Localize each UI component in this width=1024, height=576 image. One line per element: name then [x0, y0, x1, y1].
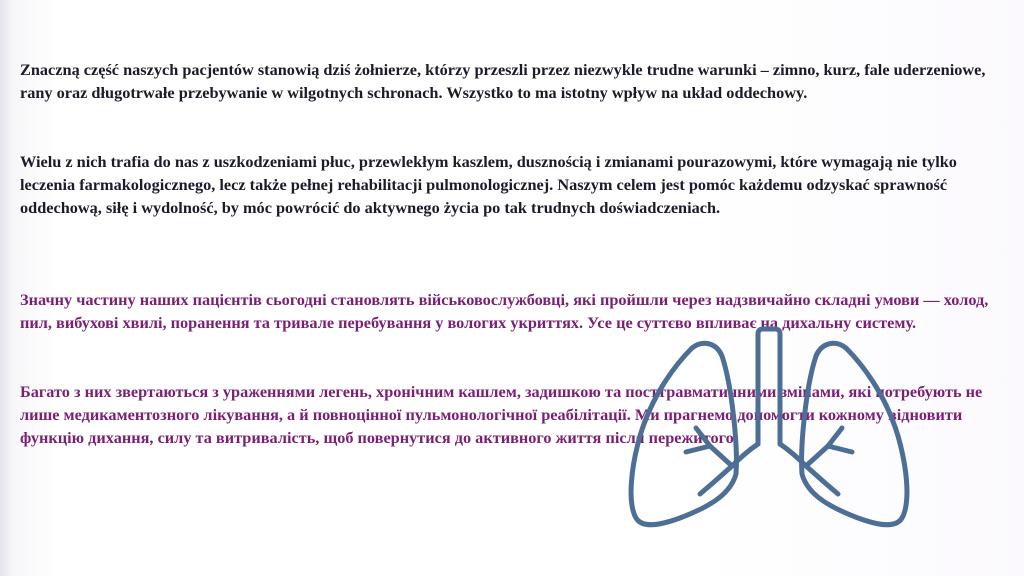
polish-paragraph-2: Wielu z nich trafia do nas z uszkodzeniami płuc, przewlekłym kaszlem, dusznością i zmianami pourazowymi, które wymagają nie tylko leczenia farmakologicznego, lecz także pełnej rehabilitacji pulmonologicznej. Naszym celem jest pomóc każdemu odzyskać sprawność oddechową, siłę i wydolność, by móc powrócić do aktywnego życia po tak trudnych doświadczeniach. — [20, 152, 957, 217]
ukrainian-paragraph-2: Багато з них звертаються з ураженнями легень, хронічним кашлем, задишкою та посттравматичними змінами, які потребують не лише медикаментозного лікування, а й повноцінної пульмонологічної реабілітації. Ми прагнемо допомогти кожному відновити функцію дихання, силу та витривалість, щоб повернутися до активного життя після пережитого. — [20, 382, 983, 447]
left-branch-3 — [700, 466, 732, 494]
ukrainian-paragraph-1: Значну частину наших пацієнтів сьогодні становлять військовослужбовці, які пройшли через надзвичайно складні умови — холод, пил, вибухові хвилі, поранення та тривале перебування у вологих укриттях. Усе це суттєво впливає на дихальну систему. — [20, 290, 989, 332]
left-edge-shade — [0, 0, 10, 576]
polish-paragraph-1: Znaczną część naszych pacjentów stanowią dziś żołnierze, którzy przeszli przez niezwykle trudne warunki – zimno, kurz, fale uderzeniowe, rany oraz długotrwałe przebywanie w wilgotnych schronach. Wszystko to ma istotny wpływ na układ oddechowy. — [20, 60, 986, 102]
right-branch-3 — [806, 466, 838, 494]
